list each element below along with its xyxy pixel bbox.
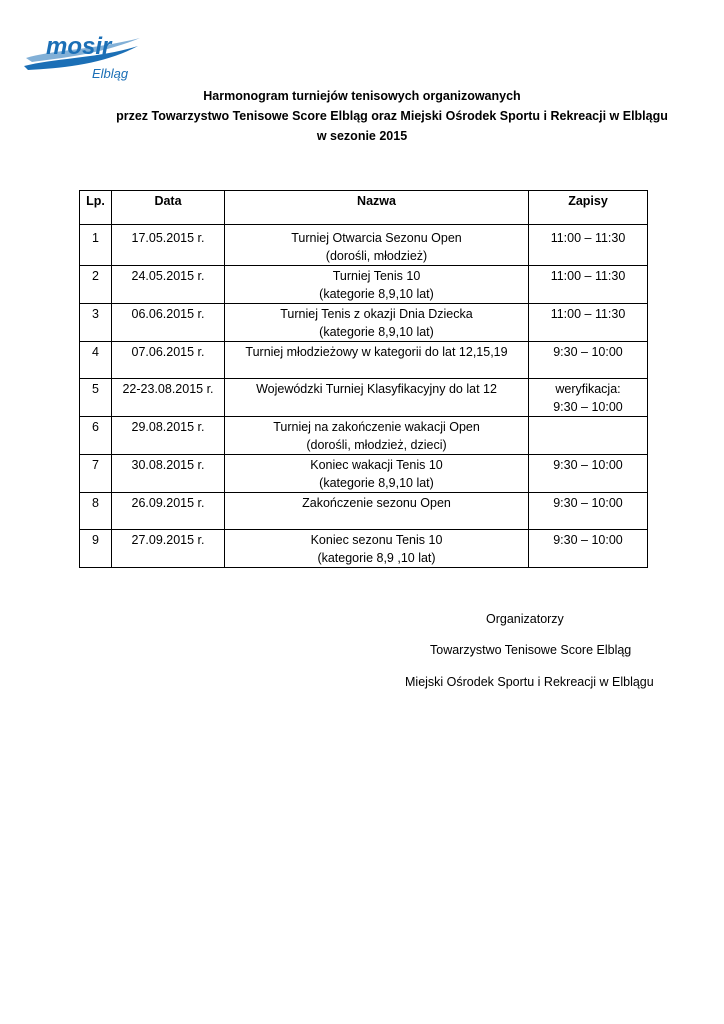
registration-time: 9:30 – 10:00 (553, 345, 623, 359)
organizer-mosir-elblag: Miejski Ośrodek Sportu i Rekreacji w Elblągu (405, 675, 654, 689)
cell-time (529, 455, 648, 493)
cell-name (225, 379, 529, 417)
table-row (80, 417, 648, 455)
cell-date: 17.05.2015 r. (112, 225, 225, 266)
cell-date: 29.08.2015 r. (112, 417, 225, 455)
table-row (80, 493, 648, 530)
registration-note: weryfikacja: (555, 382, 621, 396)
registration-time: 11:00 – 11:30 (550, 231, 626, 245)
event-name: Wojewódzki Turniej Klasyfikacyjny do lat 12 (256, 382, 497, 396)
registration-time: 11:00 – 11:30 (550, 307, 626, 321)
cell-time (529, 493, 648, 530)
registration-time: 9:30 – 10:00 (553, 496, 623, 510)
table-row (80, 379, 648, 417)
cell-name (225, 530, 529, 568)
table-row (80, 225, 648, 266)
cell-name (225, 455, 529, 493)
registration-time: 9:30 – 10:00 (553, 400, 623, 414)
title-line-2: przez Towarzystwo Tenisowe Score Elbląg oraz Miejski Ośrodek Sportu i Rekreacji w Elblągu (116, 109, 668, 123)
cell-time (529, 342, 648, 379)
event-name: Turniej na zakończenie wakacji Open (273, 420, 480, 434)
cell-time (529, 225, 648, 266)
event-category: (dorośli, młodzież) (325, 249, 428, 263)
cell-lp: 8 (80, 493, 112, 530)
cell-name (225, 304, 529, 342)
header-date: Data (112, 191, 225, 225)
tournament-schedule-table (79, 190, 648, 568)
cell-lp: 2 (80, 266, 112, 304)
cell-time (529, 379, 648, 417)
logo-city: Elbląg (92, 66, 129, 81)
cell-lp: 1 (80, 225, 112, 266)
event-name: Zakończenie sezonu Open (302, 496, 451, 510)
table-header-row (80, 191, 648, 225)
cell-lp: 4 (80, 342, 112, 379)
table-row (80, 342, 648, 379)
event-name: Turniej Tenis z okazji Dnia Dziecka (280, 307, 473, 321)
event-category: (kategorie 8,9,10 lat) (319, 325, 434, 339)
cell-name (225, 493, 529, 530)
event-name: Turniej Tenis 10 (332, 269, 421, 283)
header-time: Zapisy (529, 191, 648, 225)
header-name: Nazwa (225, 191, 529, 225)
cell-time (529, 530, 648, 568)
cell-time (529, 266, 648, 304)
title-line-1: Harmonogram turniejów tenisowych organizowanych (203, 89, 521, 103)
cell-time (529, 304, 648, 342)
cell-name (225, 417, 529, 455)
event-category: (kategorie 8,9,10 lat) (319, 476, 434, 490)
table-row (80, 304, 648, 342)
registration-time: 9:30 – 10:00 (553, 458, 623, 472)
event-name: Koniec wakacji Tenis 10 (310, 458, 443, 472)
cell-date: 22-23.08.2015 r. (112, 379, 225, 417)
event-category: (dorośli, młodzież, dzieci) (306, 438, 447, 452)
cell-date: 30.08.2015 r. (112, 455, 225, 493)
cell-lp: 7 (80, 455, 112, 493)
table-row (80, 455, 648, 493)
cell-name (225, 225, 529, 266)
table-row (80, 530, 648, 568)
cell-lp: 9 (80, 530, 112, 568)
cell-date: 07.06.2015 r. (112, 342, 225, 379)
cell-date: 24.05.2015 r. (112, 266, 225, 304)
cell-time (529, 417, 648, 455)
title-line-3: w sezonie 2015 (316, 129, 408, 143)
registration-time: 11:00 – 11:30 (550, 269, 626, 283)
cell-name (225, 342, 529, 379)
event-name: Turniej Otwarcia Sezonu Open (291, 231, 462, 245)
cell-lp: 3 (80, 304, 112, 342)
event-name: Koniec sezonu Tenis 10 (310, 533, 443, 547)
header-lp: Lp. (80, 191, 112, 225)
cell-date: 26.09.2015 r. (112, 493, 225, 530)
table-row (80, 266, 648, 304)
organizers-heading: Organizatorzy (486, 612, 564, 626)
cell-date: 27.09.2015 r. (112, 530, 225, 568)
cell-lp: 5 (80, 379, 112, 417)
document-title (0, 86, 724, 146)
registration-time: 9:30 – 10:00 (553, 533, 623, 547)
organizer-score-elblag: Towarzystwo Tenisowe Score Elbląg (430, 643, 632, 657)
logo-word: mosir (46, 33, 112, 60)
cell-date: 06.06.2015 r. (112, 304, 225, 342)
cell-name (225, 266, 529, 304)
mosir-elblag-logo (22, 28, 144, 84)
event-name: Turniej młodzieżowy w kategorii do lat 12,15,19 (245, 345, 508, 359)
event-category: (kategorie 8,9,10 lat) (319, 287, 434, 301)
event-category: (kategorie 8,9 ,10 lat) (317, 551, 436, 565)
cell-lp: 6 (80, 417, 112, 455)
